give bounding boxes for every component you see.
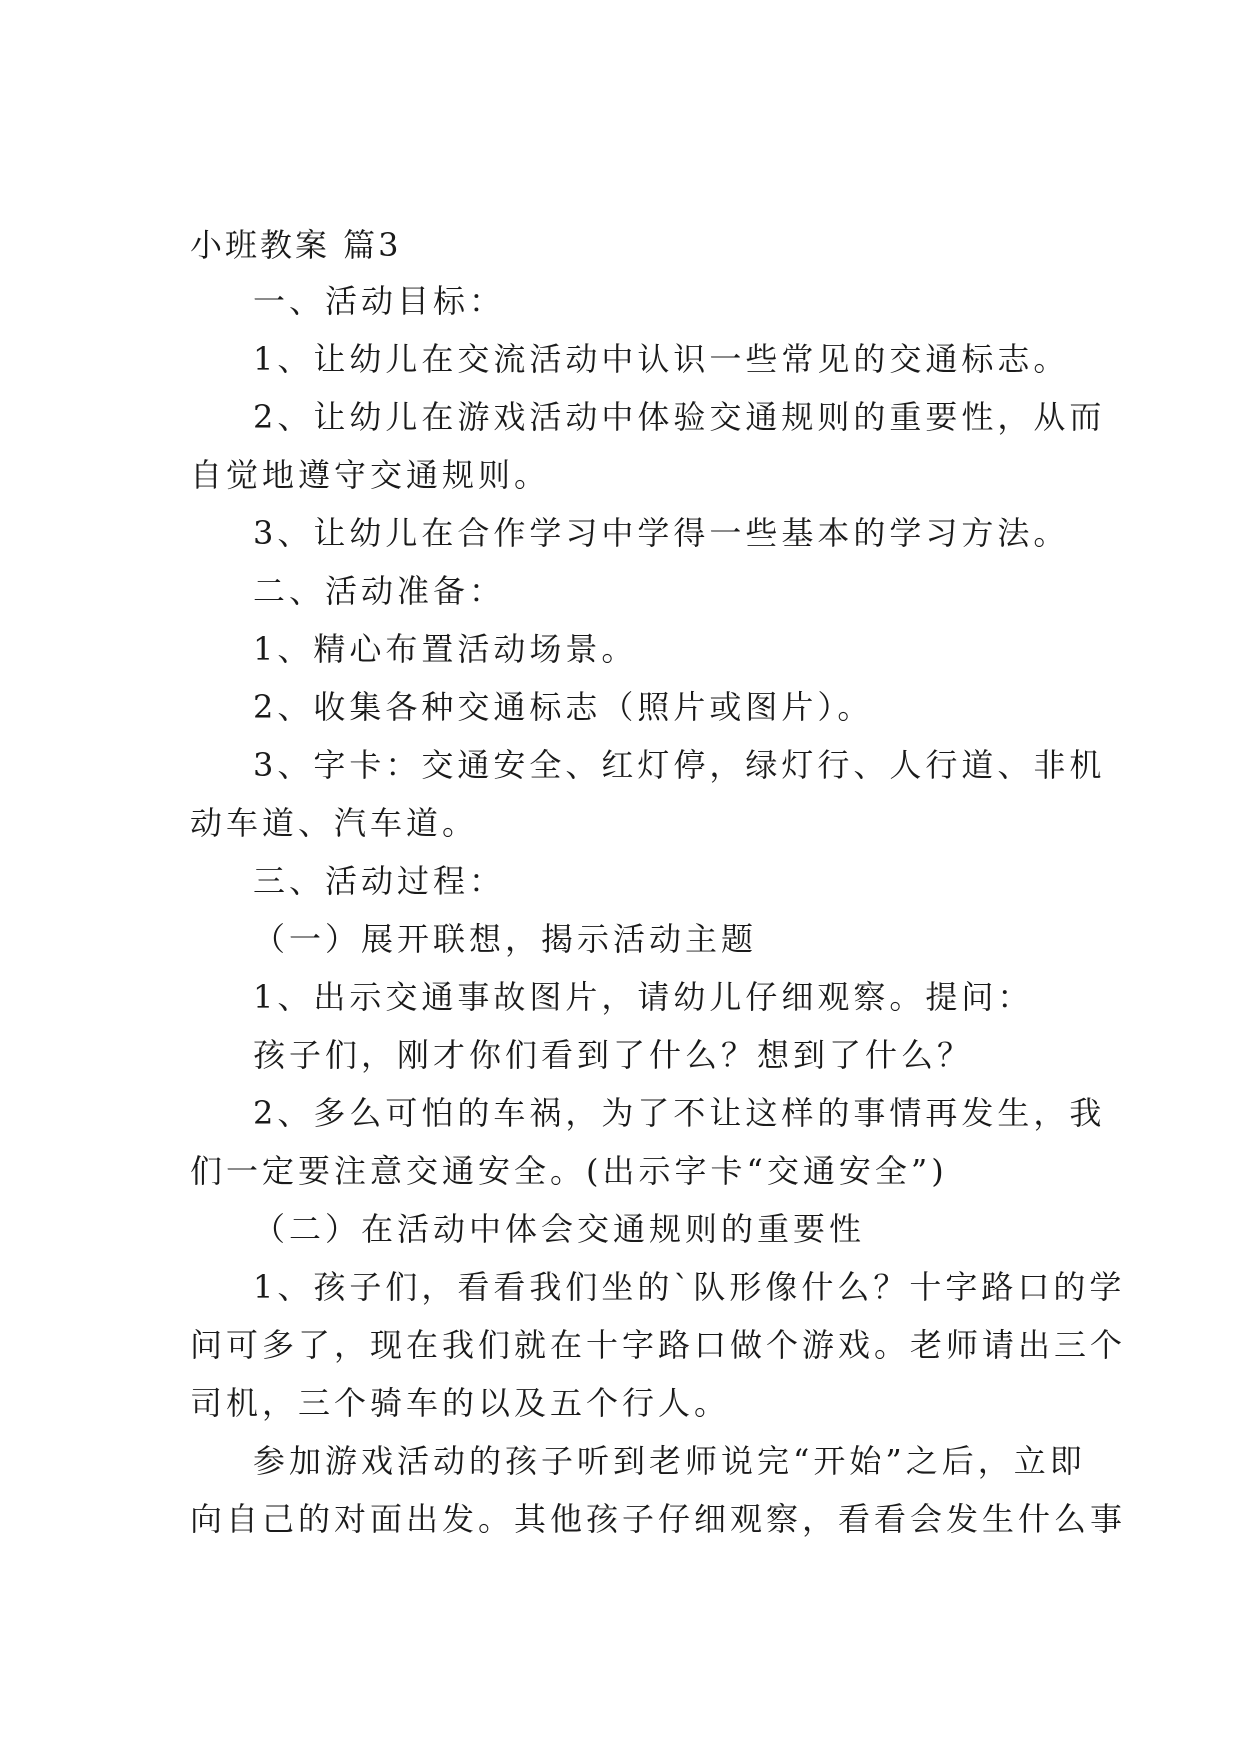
paragraph-line: 3、让幼儿在合作学习中学得一些基本的学习方法。 [253,514,1070,552]
paragraph-line: 孩子们，刚才你们看到了什么？想到了什么？ [253,1036,974,1074]
paragraph-line: 1、孩子们，看看我们坐的`队形像什么？十字路口的学 [253,1268,1126,1306]
paragraph-line: 1、让幼儿在交流活动中认识一些常见的交通标志。 [253,340,1070,378]
paragraph-line: 自觉地遵守交通规则。 [190,456,551,494]
section-heading-preparation: 二、活动准备： [253,572,506,610]
section-heading-process: 三、活动过程： [253,862,506,900]
paragraph-line: 参加游戏活动的孩子听到老师说完“开始”之后，立即 [253,1442,1086,1480]
subsection-heading: （二）在活动中体会交通规则的重要性 [253,1210,866,1248]
paragraph-line: 1、精心布置活动场景。 [253,630,638,668]
paragraph-line: 问可多了，现在我们就在十字路口做个游戏。老师请出三个 [190,1326,1127,1364]
paragraph-line: 动车道、汽车道。 [190,804,479,842]
section-heading-objectives: 一、活动目标： [253,282,506,320]
paragraph-line: 2、收集各种交通标志（照片或图片）。 [253,688,874,726]
paragraph-line: 司机，三个骑车的以及五个行人。 [190,1384,731,1422]
paragraph-line: 2、让幼儿在游戏活动中体验交通规则的重要性，从而 [253,398,1106,436]
document-title: 小班教案 篇3 [190,226,402,264]
paragraph-line: 向自己的对面出发。其他孩子仔细观察，看看会发生什么事 [190,1500,1127,1538]
paragraph-line: 2、多么可怕的车祸，为了不让这样的事情再发生，我 [253,1094,1106,1132]
subsection-heading: （一）展开联想，揭示活动主题 [253,920,758,958]
paragraph-line: 3、字卡：交通安全、红灯停，绿灯行、人行道、非机 [253,746,1106,784]
paragraph-line: 们一定要注意交通安全。(出示字卡“交通安全”) [190,1152,948,1190]
paragraph-line: 1、出示交通事故图片，请幼儿仔细观察。提问： [253,978,1034,1016]
